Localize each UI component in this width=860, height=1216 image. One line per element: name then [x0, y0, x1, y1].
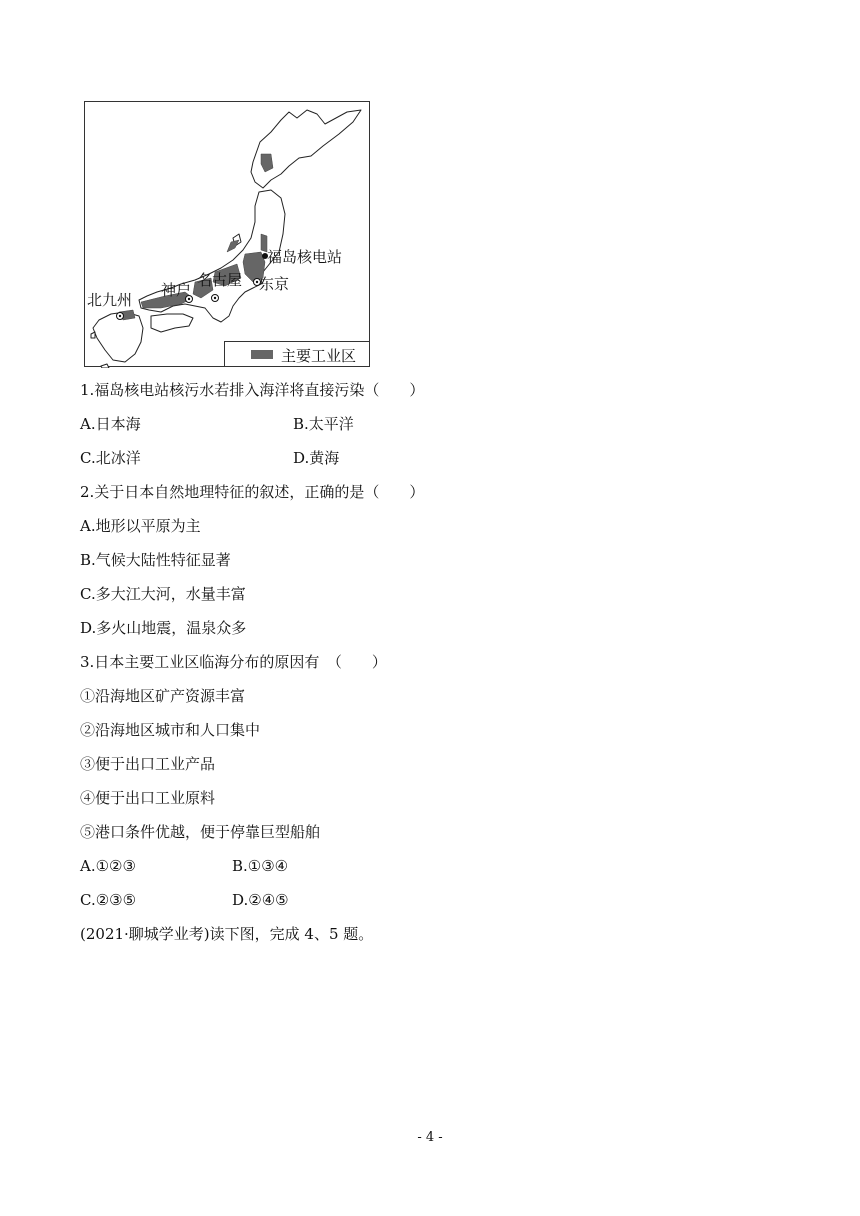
kyushu-island — [93, 312, 143, 362]
q3-item-5: ⑤港口条件优越，便于停靠巨型船舶 — [80, 823, 321, 841]
kobe-label: 神户 — [161, 281, 192, 299]
hokkaido-island — [251, 110, 361, 188]
q3-option-b: B.①③④ — [232, 857, 289, 875]
kitakyushu-label: 北九州 — [87, 291, 133, 309]
legend-swatch — [251, 350, 273, 359]
industrial-zone-hokuriku — [227, 240, 239, 252]
q1-option-d: D.黄海 — [293, 449, 340, 467]
q3-option-d: D.②④⑤ — [232, 891, 289, 909]
q2-stem: 2.关于日本自然地理特征的叙述，正确的是（ ） — [80, 483, 425, 501]
q2-option-d: D.多火山地震，温泉众多 — [80, 619, 247, 637]
next-questions-intro: (2021·聊城学业考)读下图，完成 4、5 题。 — [80, 925, 374, 943]
q2-option-b: B.气候大陆性特征显著 — [80, 551, 231, 569]
nagoya-label: 名古屋 — [197, 271, 243, 289]
shikoku-island — [151, 314, 193, 332]
map-legend — [224, 341, 370, 367]
q2-option-a: A.地形以平原为主 — [80, 517, 201, 535]
q1-option-a: A.日本海 — [80, 415, 141, 433]
legend-label: 主要工业区 — [281, 347, 357, 365]
q2-option-c: C.多大江大河，水量丰富 — [80, 585, 246, 603]
japan-industrial-map — [84, 101, 370, 367]
japan-map-drawing — [85, 102, 371, 368]
fukushima-label: 福岛核电站 — [267, 248, 343, 266]
small-island — [101, 364, 109, 368]
page-number: - 4 - — [417, 1130, 443, 1145]
q3-item-4: ④便于出口工业原料 — [80, 789, 216, 807]
small-island — [91, 332, 95, 338]
q3-option-a: A.①②③ — [80, 857, 136, 875]
q1-option-b: B.太平洋 — [293, 415, 354, 433]
q1-option-c: C.北冰洋 — [80, 449, 141, 467]
q3-stem: 3.日本主要工业区临海分布的原因有 （ ） — [80, 653, 387, 671]
q3-option-c: C.②③⑤ — [80, 891, 137, 909]
q3-item-3: ③便于出口工业产品 — [80, 755, 216, 773]
q3-item-2: ②沿海地区城市和人口集中 — [80, 721, 261, 739]
tokyo-label: 东京 — [259, 275, 290, 293]
q3-item-1: ①沿海地区矿产资源丰富 — [80, 687, 246, 705]
q1-stem: 1.福岛核电站核污水若排入海洋将直接污染（ ） — [80, 381, 425, 399]
